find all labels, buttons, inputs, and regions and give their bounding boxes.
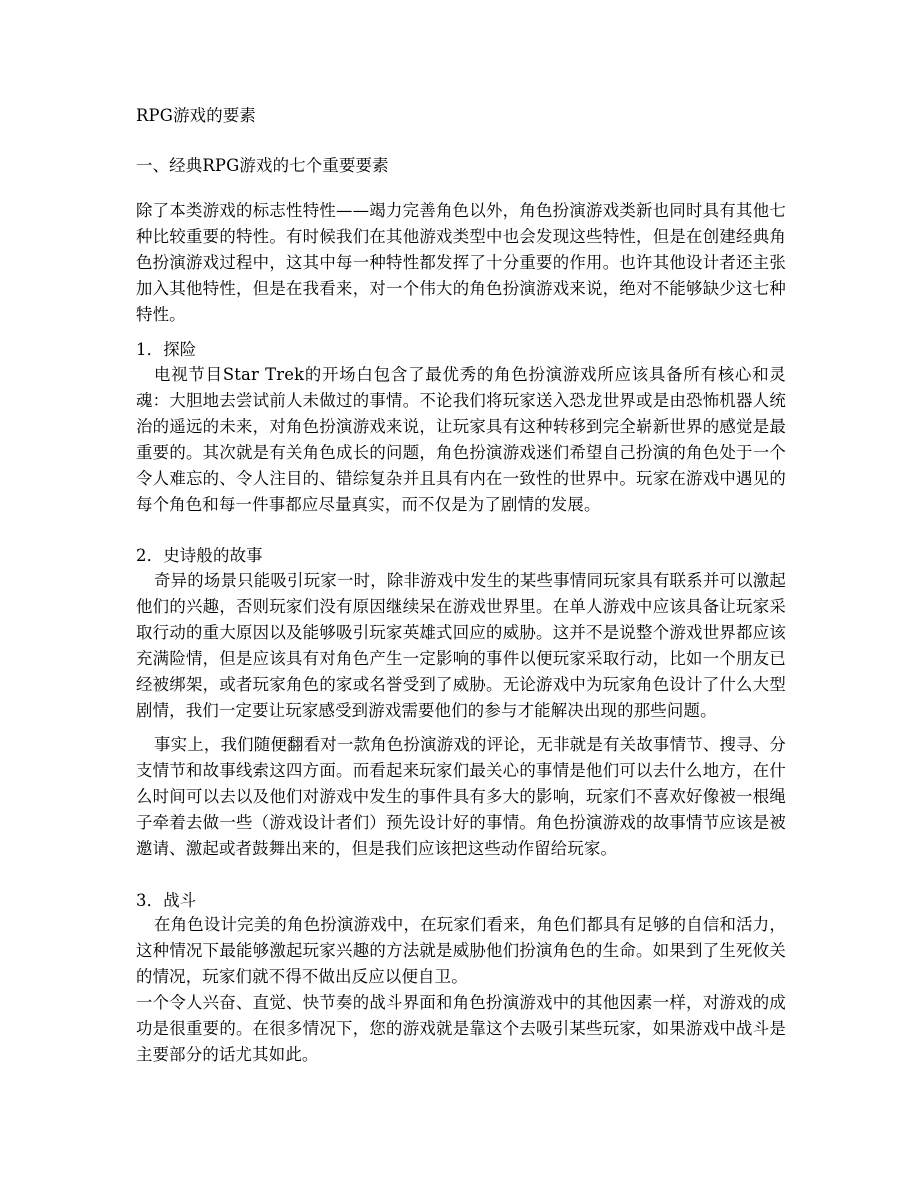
paragraph-exploration: 电视节目Star Trek的开场白包含了最优秀的角色扮演游戏所应该具备所有核心和灵魂：大胆地去尝试前人未做过的事情。不论我们将玩家送入恐龙世界或是由恐怖机器人统治的遥远的未来，对角色扮演游戏来说，让玩家具有这种转移到完全崭新世界的感觉是最重要的。其次就是有关角色成长的问题，角色扮演游戏迷们希望自己扮演的角色处于一个令人难忘的、令人注目的、错综复杂并且具有内在一致性的世界中。玩家在游戏中遇见的每个角色和每一件事都应尽量真实，而不仅是为了剧情的发展。 [136,365,786,514]
intro-paragraph: 除了本类游戏的标志性特性——竭力完善角色以外，角色扮演游戏类新也同时具有其他七种比较重要的特性。有时候我们在其他游戏类型中也会发现这些特性，但是在创建经典角色扮演游戏过程中，这其中每一种特性都发挥了十分重要的作用。也许其他设计者还主张加入其他特性，但是在我看来，对一个伟大的角色扮演游戏来说，绝对不能够缺少这七种特性。 [136,201,786,324]
paragraph-combat-1: 在角色设计完美的角色扮演游戏中，在玩家们看来，角色们都具有足够的自信和活力，这种情况下最能够激起玩家兴趣的方法就是威胁他们扮演角色的生命。如果到了生死攸关的情况，玩家们就不得不做出反应以便自卫。 [136,915,786,986]
section-heading-epic-story: 2．史诗般的故事 [136,546,263,565]
paragraph-epic-story-2: 事实上，我们随便翻看对一款角色扮演游戏的评论，无非就是有关故事情节、搜寻、分支情节和故事线索这四方面。而看起来玩家们最关心的事情是他们可以去什么地方，在什么时间可以去以及他们对游戏中发生的事件具有多大的影响，玩家们不喜欢好像被一根绳子牵着去做一些（游戏设计者们）预先设计好的事情。角色扮演游戏的故事情节应该是被邀请、激起或者鼓舞出来的，但是我们应该把这些动作留给玩家。 [136,735,786,858]
section-heading: 一、经典RPG游戏的七个重要要素 [136,156,389,175]
paragraph-epic-story-1: 奇异的场景只能吸引玩家一时，除非游戏中发生的某些事情同玩家具有联系并可以激起他们的兴趣，否则玩家们没有原因继续呆在游戏世界里。在单人游戏中应该具备让玩家采取行动的重大原因以及能够吸引玩家英雄式回应的威胁。这并不是说整个游戏世界都应该充满险情，但是应该具有对角色产生一定影响的事件以便玩家采取行动，比如一个朋友已经被绑架，或者玩家角色的家或名誉受到了威胁。无论游戏中为玩家角色设计了什么大型剧情，我们一定要让玩家感受到游戏需要他们的参与才能解决出现的那些问题。 [136,571,786,720]
section-heading-exploration: 1．探险 [136,340,197,359]
paragraph-combat-2: 一个令人兴奋、直觉、快节奏的战斗界面和角色扮演游戏中的其他因素一样，对游戏的成功是很重要的。在很多情况下，您的游戏就是靠这个去吸引某些玩家，如果游戏中战斗是主要部分的话尤其如此。 [136,993,786,1064]
document-title: RPG游戏的要素 [136,106,257,125]
section-heading-combat: 3．战斗 [136,891,197,910]
